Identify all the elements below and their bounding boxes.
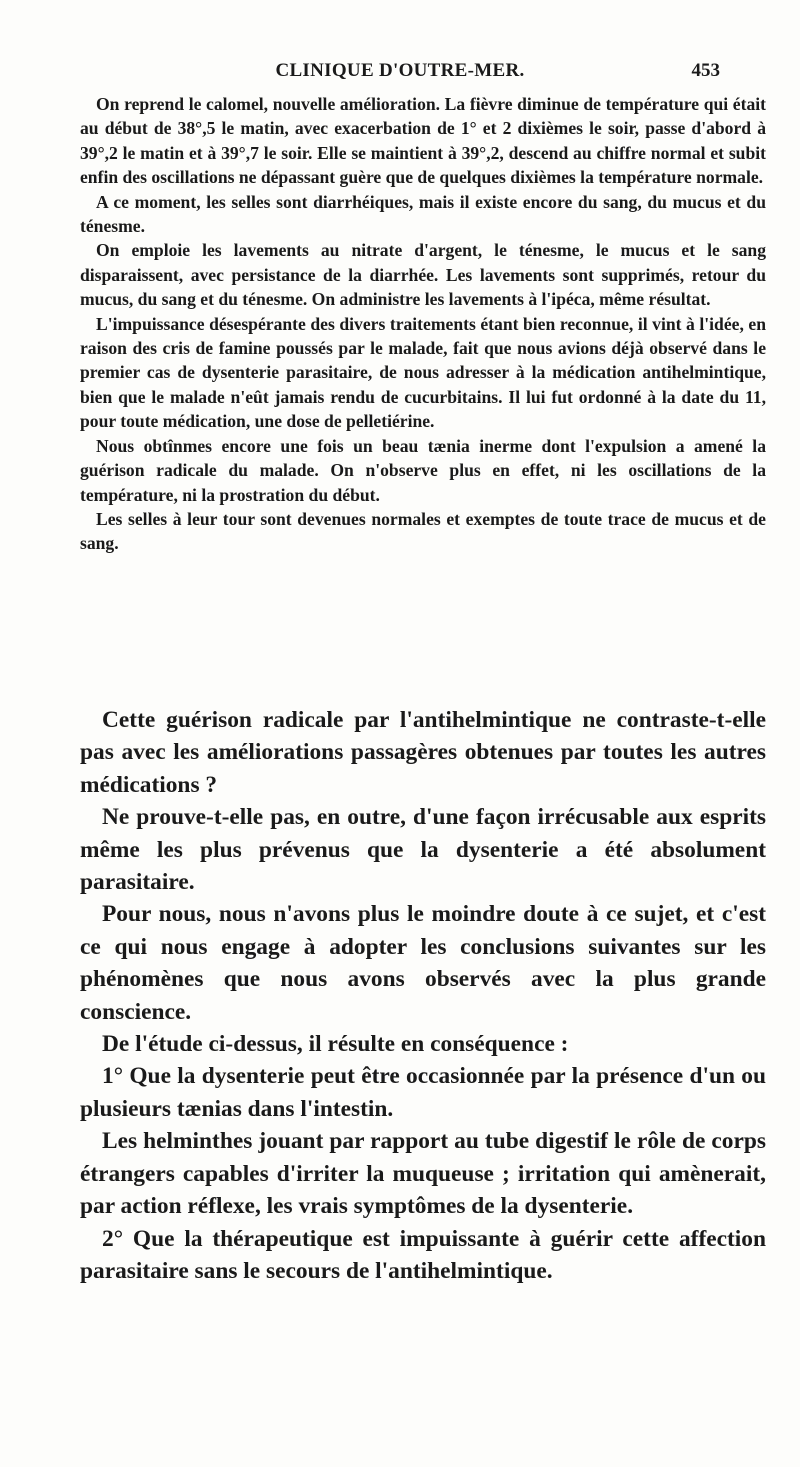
page-number: 453 bbox=[691, 60, 720, 81]
conclusion-item: 1° Que la dysenterie peut être occasionnée par la présence d'un ou plusieurs tænias dans l'intestin. bbox=[80, 1063, 766, 1122]
running-title: CLINIQUE D'OUTRE-MER. bbox=[275, 60, 525, 81]
paragraph: Ne prouve-t-elle pas, en outre, d'une façon irrécusable aux esprits même les plus prévenus que la dysenterie a été absolument parasitaire. bbox=[80, 804, 766, 896]
paragraph: Les selles à leur tour sont devenues normales et exemptes de toute trace de mucus et de sang. bbox=[80, 508, 766, 554]
paragraph: Nous obtînmes encore une fois un beau tænia inerme dont l'expulsion a amené la guérison radicale du malade. On n'observe plus en effet, ni les oscillations de la température, ni la prostration du début. bbox=[80, 435, 766, 505]
paragraph: Cette guérison radicale par l'antihelmintique ne contraste-t-elle pas avec les améliorations passagères obtenues par toutes les autres médications ? bbox=[80, 707, 766, 798]
conclusions-text bbox=[80, 704, 766, 1287]
paragraph: L'impuissance désespérante des divers traitements étant bien reconnue, il vint à l'idée, en raison des cris de famine poussés par le malade, fait que nous avions déjà observé dans le premier cas de dysenterie parasitaire, de nous adresser à la médication antihelmintique, bien que le malade n'eût jamais rendu de cucurbitains. Il lui fut ordonné à la date du 11, pour toute médication, une dose de pelletiérine. bbox=[80, 313, 766, 432]
paragraph: A ce moment, les selles sont diarrhéiques, mais il existe encore du sang, du mucus et du ténesme. bbox=[80, 191, 766, 237]
paragraph: De l'étude ci-dessus, il résulte en conséquence : bbox=[102, 1031, 569, 1058]
case-report-text bbox=[80, 92, 766, 556]
paragraph: Pour nous, nous n'avons plus le moindre doute à ce sujet, et c'est ce qui nous engage à adopter les conclusions suivantes sur les phénomènes que nous avons observés avec la plus grande conscience. bbox=[80, 901, 766, 1025]
conclusion-item: 2° Que la thérapeutique est impuissante à guérir cette affection parasitaire sans le secours de l'antihelmintique. bbox=[80, 1225, 766, 1284]
paragraph: Les helminthes jouant par rapport au tube digestif le rôle de corps étrangers capables d'irriter la muqueuse ; irritation qui amènerait, par action réflexe, les vrais symptômes de la dysenterie. bbox=[80, 1128, 766, 1220]
page-header bbox=[80, 60, 720, 90]
paragraph: On emploie les lavements au nitrate d'argent, le ténesme, le mucus et le sang disparaissent, avec persistance de la diarrhée. Les lavements sont supprimés, retour du mucus, du sang et du ténesme. On administre les lavements à l'ipéca, même résultat. bbox=[80, 240, 766, 310]
paragraph: On reprend le calomel, nouvelle amélioration. La fièvre diminue de température qui était au début de 38°,5 le matin, avec exacerbation de 1° et 2 dixièmes le soir, passe d'abord à 39°,2 le matin et à 39°,7 le soir. Elle se maintient à 39°,2, descend au chiffre normal et subit enfin des oscillations ne dépassant guère que de quelques dixièmes la température normale. bbox=[80, 94, 766, 188]
